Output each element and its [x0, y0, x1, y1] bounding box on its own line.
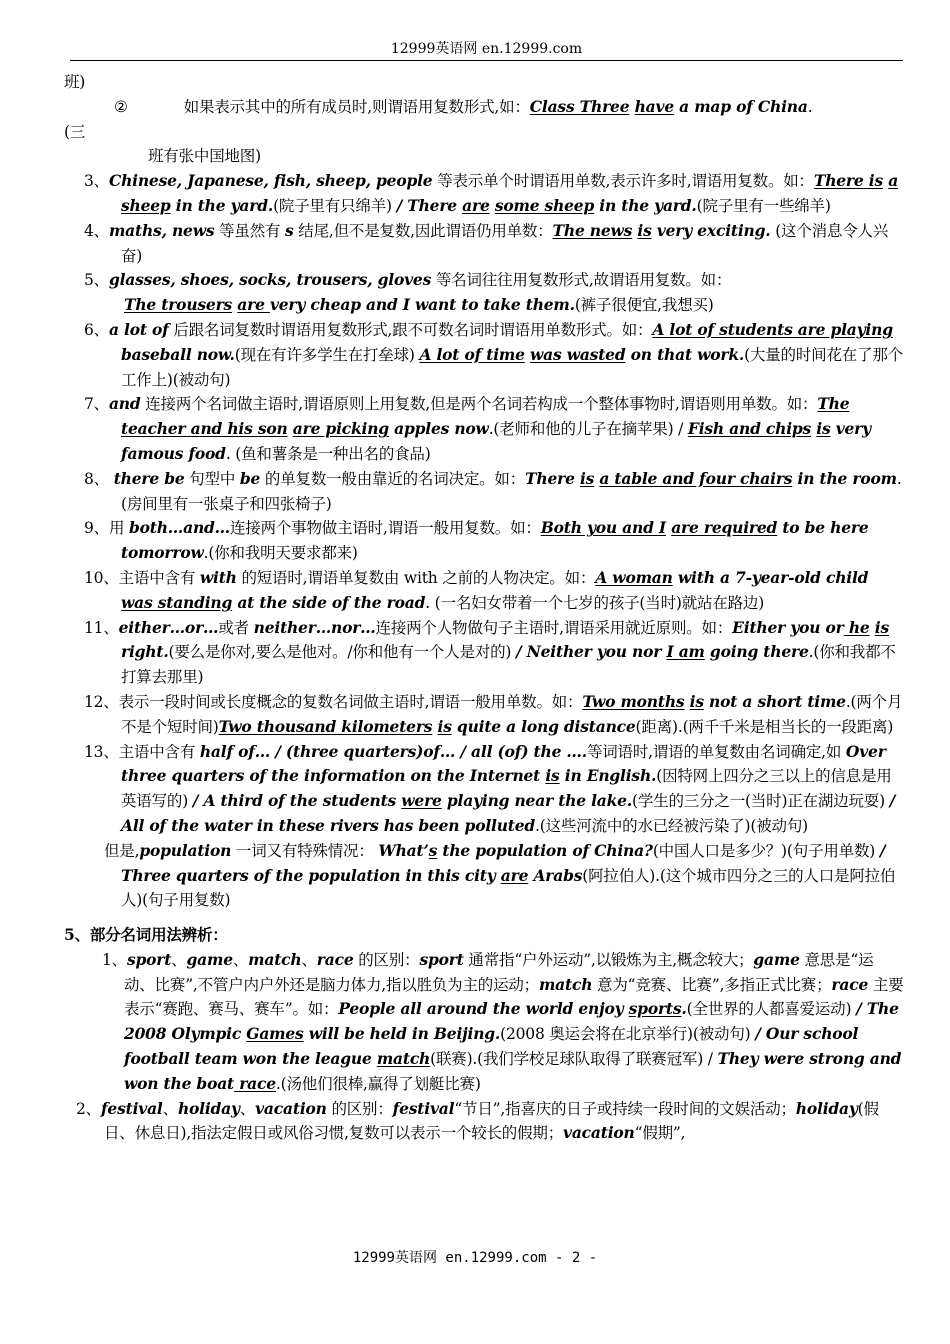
rule-11: 11、either…or…或者 neither…nor…连接两个人物做句子主语时,谓语采用就近原则。如：Either you or he is right.(要么是你对,要么是他对。/你和他有一个人是对的) / Neither you nor I am going there.(你和我都不打算去那里): [84, 617, 896, 687]
rule-8: 8、 there be 句型中 be 的单复数一般由靠近的名词决定。如：There is a table and four chairs in the room.(房间里有一张桌子和四张椅子): [84, 468, 902, 513]
rule-6: 6、a lot of 后跟名词复数时谓语用复数形式,跟不可数名词时谓语用单数形式。如：A lot of students are playing baseball now.(现在有许多学生在打垒球) A lot of time was wasted on that work.(大量的时间花在了那个工作上)(被动句): [84, 319, 903, 389]
paragraph: 班): [64, 73, 86, 91]
rule-7: 7、and 连接两个名词做主语时,谓语原则上用复数,但是两个名词若构成一个整体事物时,谓语则用单数。如：The teacher and his son are picking apples now.(老师和他的儿子在摘苹果) / Fish and chips is very famous food. (鱼和薯条是一种出名的食品): [84, 394, 871, 463]
document-body: [64, 70, 904, 1146]
paragraph: 班有张中国地图): [148, 147, 261, 166]
paragraph: ② 如果表示其中的所有成员时,则谓语用复数形式,如：Class Three have a map of China.: [114, 96, 813, 116]
paragraph: (三: [64, 122, 86, 141]
section-heading: 5、部分名词用法辨析：: [64, 925, 228, 945]
rule-3: 3、Chinese, Japanese, fish, sheep, people 等表示单个时谓语用单数,表示许多时,谓语用复数。如：There is a sheep in the yard.(院子里有只绵羊) / There are some sheep in the yard.(院子里有一些绵羊): [84, 171, 899, 215]
rule-13: 13、主语中含有 half of… / (three quarters)of… / all (of) the ….等词语时,谓语的单复数由名词确定,如 Over three quarters of the information on the Internet is in English.(因特网上四分之三以上的信息是用英语写的) / A third of the students were playing near the lake.(学生的三分之一(当时)正在湖边玩耍) / All of the water in these rivers has been polluted.(这些河流中的水已经被污染了)(被动句): [84, 741, 896, 835]
distinction-2: 2、festival、holiday、vacation 的区别：festival“节日”,指喜庆的日子或持续一段时间的文娱活动；holiday(假日、休息日),指法定假日或风俗习惯,复数可以表示一个较长的假期；vacation“假期”,: [76, 1098, 879, 1143]
population-note: 但是,population 一词又有特殊情况： What’s the population of China?(中国人口是多少？)(句子用单数) / Three quarters of the population in this city are Arabs(阿拉伯人).(这个城市四分之三的人口是阿拉伯人)(句子用复数): [104, 840, 896, 910]
page-footer: 12999英语网 en.12999.com - 2 -: [352, 1250, 598, 1266]
rule-10: 10、主语中含有 with 的短语时,谓语单复数由 with 之前的人物决定。如：A woman with a 7-year-old child was standing at the side of the road. (一名妇女带着一个七岁的孩子(当时)就站在路边): [84, 567, 869, 612]
rule-9: 9、用 both…and…连接两个事物做主语时,谓语一般用复数。如：Both you and I are required to be here tomorrow.(你和我明天要求都来): [84, 518, 869, 563]
rule-5: 5、glasses, shoes, socks, trousers, gloves 等名词往往用复数形式,故谓语用复数。如： The trousers are very cheap and I want to take them.(裤子很便宜,我想买): [84, 270, 732, 315]
distinction-1: 1、sport、game、match、race 的区别：sport 通常指“户外运动”,以锻炼为主,概念较大；game 意思是“运动、比赛”,不管户内户外还是脑力体力,指以胜负为主的运动；match 意为“竞赛、比赛”,多指正式比赛；race 主要表示“赛跑、赛马、赛车”。如：People all around the world enjoy sports.(全世界的人都喜爱运动) / The 2008 Olympic Games will be held in Beijing.(2008 奥运会将在北京举行)(被动句) / Our school football team won the league match(联赛).(我们学校足球队取得了联赛冠军) / They were strong and won the boat race.(汤他们很棒,赢得了划艇比赛): [102, 949, 904, 1093]
page-header: 12999英语网 en.12999.com: [70, 40, 903, 61]
rule-4: 4、maths, news 等虽然有 s 结尾,但不是复数,因此谓语仍用单数：The news is very exciting. (这个消息令人兴奋): [84, 220, 889, 265]
rule-12: 12、表示一段时间或长度概念的复数名词做主语时,谓语一般用单数。如：Two months is not a short time.(两个月不是个短时间)Two thousand kilometers is quite a long distance(距离).(两千千米是相当长的一段距离): [84, 691, 903, 736]
